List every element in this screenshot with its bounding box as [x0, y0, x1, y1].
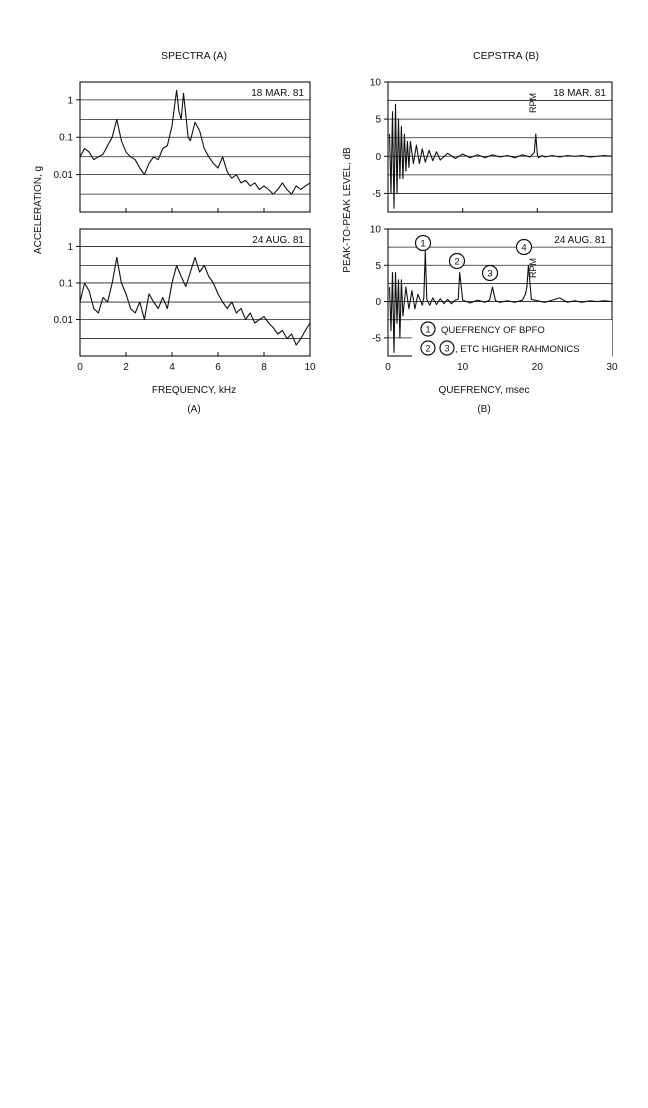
x-tick-label: 0	[385, 362, 391, 373]
x-tick-label: 10	[304, 362, 316, 373]
y-tick-label: 0.1	[59, 132, 73, 144]
spectrum-mar-date-label: 18 MAR. 81	[251, 88, 304, 99]
marker-3	[483, 266, 498, 281]
cepstrum-mar-date-label: 18 MAR. 81	[553, 88, 606, 99]
cepstra-ylabel: PEAK-TO-PEAK LEVEL, dB	[342, 147, 353, 273]
marker-4	[517, 240, 532, 255]
spectra-title: SPECTRA (A)	[161, 50, 227, 62]
spectra-ylabel: ACCELERATION, g	[33, 165, 44, 255]
svg-text:2: 2	[454, 256, 460, 268]
y-tick-label: 10	[369, 224, 381, 236]
y-tick-label: 5	[375, 114, 381, 126]
x-tick-label: 30	[606, 362, 618, 373]
marker-2	[450, 254, 465, 269]
legend-marker-2: 2	[425, 343, 431, 354]
legend-marker-3: 3	[444, 343, 450, 354]
marker-1	[416, 236, 431, 251]
legend	[412, 320, 612, 358]
spectrum-aug-panel	[54, 229, 316, 373]
cepstrum-mar-panel	[370, 78, 612, 213]
y-tick-label: 0.01	[53, 170, 73, 182]
x-tick-label: 4	[169, 362, 175, 373]
y-tick-label: 10	[369, 77, 381, 89]
y-tick-label: 5	[375, 260, 381, 272]
y-tick-label: 0	[375, 297, 381, 309]
x-tick-label: 10	[457, 362, 469, 373]
svg-text:3: 3	[487, 268, 493, 280]
spectrum-aug-date-label: 24 AUG. 81	[252, 235, 304, 246]
legend-line-1: QUEFRENCY OF BPFO	[441, 325, 545, 336]
x-tick-label: 8	[261, 362, 267, 373]
cepstra-caption: (B)	[477, 404, 491, 415]
legend-marker-1: 1	[425, 324, 431, 335]
x-tick-label: 20	[531, 362, 543, 373]
plot-frame	[388, 82, 612, 212]
rpm-label-aug: RPM	[528, 258, 538, 278]
spectrum-mar-series-line	[80, 90, 310, 194]
cepstrum-aug-date-label: 24 AUG. 81	[554, 235, 606, 246]
cepstra-xlabel: QUEFRENCY, msec	[438, 385, 530, 396]
x-tick-label: 0	[77, 362, 83, 373]
y-tick-label: -5	[372, 333, 381, 345]
y-tick-label: 1	[67, 95, 73, 107]
y-tick-label: 0	[375, 151, 381, 163]
legend-line-2: , ETC HIGHER RAHMONICS	[455, 344, 580, 355]
rpm-label-mar: RPM	[528, 93, 538, 113]
y-tick-label: 0.1	[59, 278, 73, 290]
y-tick-label: 1	[67, 241, 73, 253]
spectra-caption: (A)	[187, 404, 201, 415]
spectrum-aug-series-line	[80, 257, 310, 345]
cepstra-title: CEPSTRA (B)	[473, 50, 539, 62]
x-tick-label: 6	[215, 362, 221, 373]
spectrum-mar-panel	[54, 82, 310, 212]
spectra-xlabel: FREQUENCY, kHz	[151, 385, 237, 396]
svg-text:4: 4	[521, 242, 527, 254]
y-tick-label: -5	[372, 188, 381, 200]
plot-frame	[80, 229, 310, 356]
y-tick-label: 0.01	[53, 314, 73, 326]
svg-text:1: 1	[420, 238, 426, 250]
x-tick-label: 2	[123, 362, 129, 373]
